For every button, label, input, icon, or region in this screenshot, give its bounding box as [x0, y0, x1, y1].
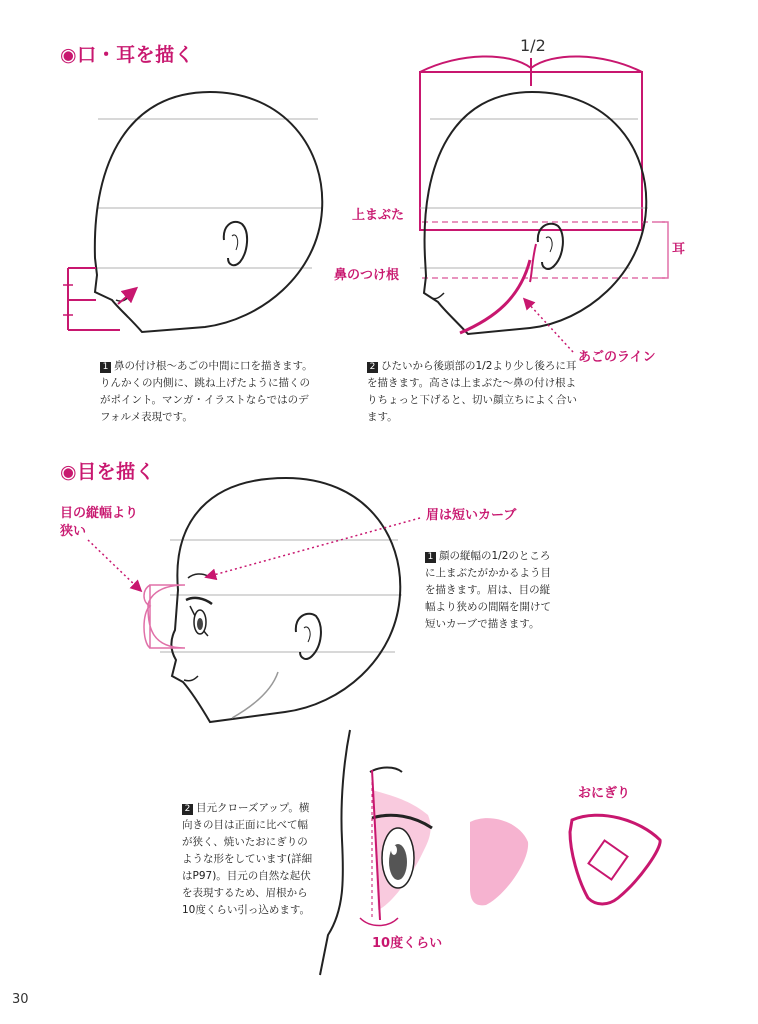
- head-figure-2: [420, 56, 668, 352]
- label-short-curve: 眉は短いカーブ: [426, 508, 517, 523]
- caption-step-2: [367, 358, 581, 426]
- label-ten-degrees: 10度くらい: [372, 936, 443, 951]
- caption-eye-step-1: [425, 548, 557, 633]
- caption-text: 目元クローズアップ。横向きの目は正面に比べて幅が狭く、焼いたおにぎりのような形をしています(詳細はP97)。目元の自然な起伏を表現するため、眉根から10度くらい引っ込めます。: [182, 802, 313, 916]
- head-figure-1: [63, 92, 322, 332]
- caption-text: 鼻の付け根～あごの中間に口を描きます。りんかくの内側に、跳ね上げたように描くのがポイント。マンガ・イラストならではのデフォルメ表現です。: [100, 360, 313, 423]
- label-nose-root: 鼻のつけ根: [334, 268, 400, 283]
- caption-step-1: [100, 358, 314, 426]
- label-upper-eyelid: 上まぶた: [352, 208, 405, 223]
- caption-eye-step-2: [182, 800, 314, 919]
- label-narrower: 目の縦幅より狭い: [60, 506, 139, 539]
- page-number: 30: [12, 992, 29, 1007]
- section-heading-mouth-ear: ◉口・耳を描く: [60, 44, 195, 66]
- step-number-badge: 1: [425, 552, 436, 563]
- step-number-badge: 2: [367, 362, 378, 373]
- step-number-badge: 1: [100, 362, 111, 373]
- caption-text: ひたいから後頭部の1/2より少し後ろに耳を描きます。高さは上まぶた～鼻の付け根よりちょっと下げると、切い顔立ちによく合います。: [367, 360, 577, 423]
- step-number-badge: 2: [182, 804, 193, 815]
- label-half: 1/2: [520, 36, 546, 55]
- section-heading-eye: ◉目を描く: [60, 461, 156, 483]
- caption-text: 顔の縦幅の1/2のところに上まぶたがかかるよう目を描きます。眉は、目の縦幅より狭めの間隔を開けて短いカーブで描きます。: [425, 550, 551, 630]
- label-onigiri: おにぎり: [578, 786, 631, 801]
- label-ear: 耳: [672, 242, 686, 257]
- label-jaw-line: あごのライン: [578, 350, 656, 365]
